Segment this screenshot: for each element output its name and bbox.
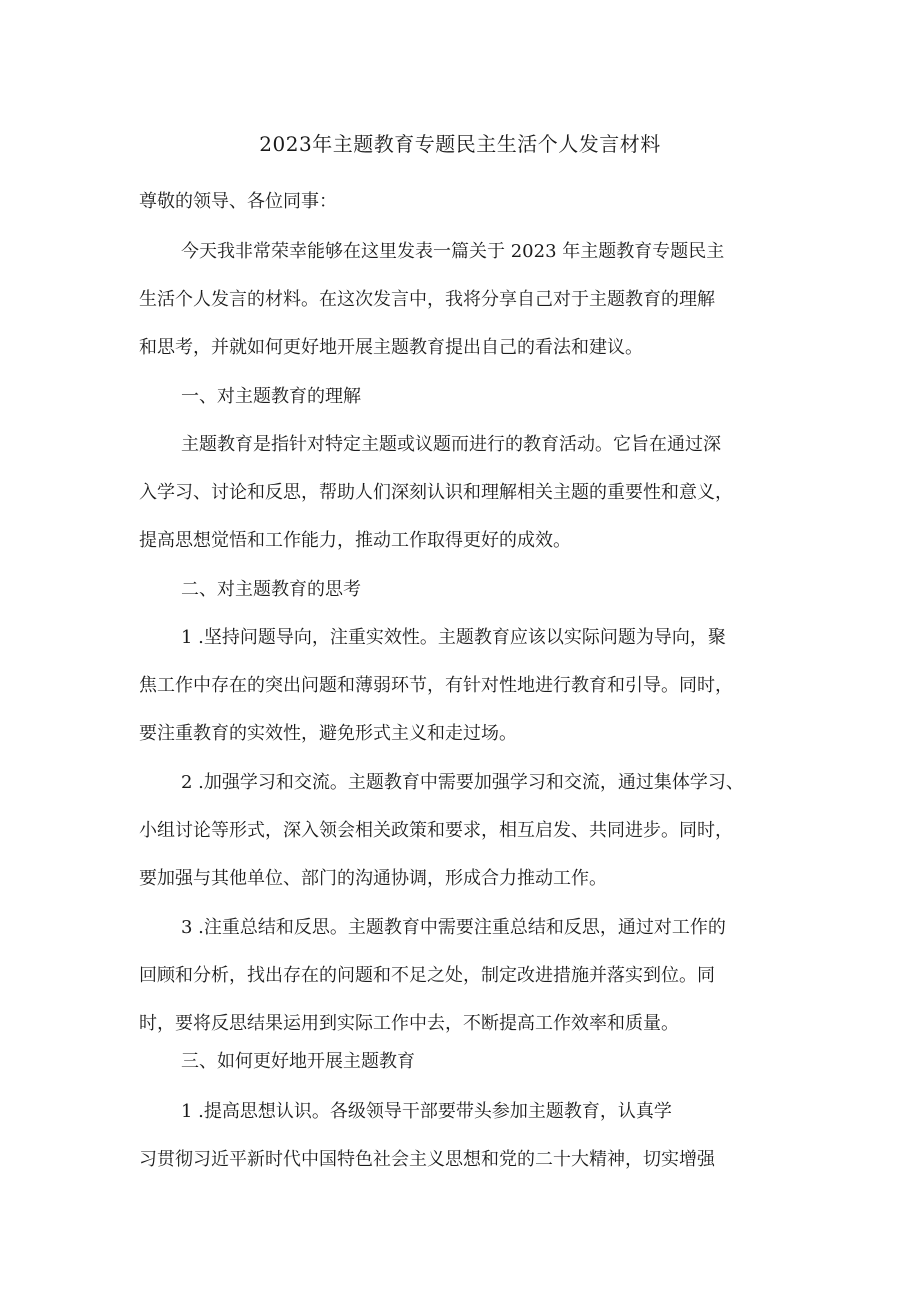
document-title: 2023年主题教育专题民主生活个人发言材料 bbox=[259, 132, 661, 156]
paragraph-line: 时，要将反思结果运用到实际工作中去，不断提高工作效率和质量。 bbox=[139, 1013, 679, 1034]
section-heading-3: 三、如何更好地开展主题教育 bbox=[181, 1051, 415, 1072]
intro-line: 今天我非常荣幸能够在这里发表一篇关于 2023 年主题教育专题民主 bbox=[181, 241, 725, 262]
section-heading-2: 二、对主题教育的思考 bbox=[181, 579, 361, 600]
paragraph-line: 1 .提高思想认识。各级领导干部要带头参加主题教育，认真学 bbox=[181, 1101, 672, 1122]
paragraph-line: 要注重教育的实效性，避免形式主义和走过场。 bbox=[139, 723, 517, 744]
greeting: 尊敬的领导、各位同事： bbox=[139, 191, 337, 212]
paragraph-line: 要加强与其他单位、部门的沟通协调，形成合力推动工作。 bbox=[139, 868, 607, 889]
paragraph-line: 提高思想觉悟和工作能力，推动工作取得更好的成效。 bbox=[139, 530, 571, 551]
intro-line: 和思考，并就如何更好地开展主题教育提出自己的看法和建议。 bbox=[139, 337, 643, 358]
paragraph-line: 3 .注重总结和反思。主题教育中需要注重总结和反思，通过对工作的 bbox=[181, 917, 726, 938]
paragraph-line: 1 .坚持问题导向，注重实效性。主题教育应该以实际问题为导向，聚 bbox=[181, 627, 726, 648]
paragraph-line: 入学习、讨论和反思，帮助人们深刻认识和理解相关主题的重要性和意义， bbox=[139, 482, 733, 503]
paragraph-line: 习贯彻习近平新时代中国特色社会主义思想和党的二十大精神，切实增强 bbox=[139, 1149, 715, 1170]
paragraph-line: 小组讨论等形式，深入领会相关政策和要求，相互启发、共同进步。同时， bbox=[139, 820, 733, 841]
paragraph-line: 主题教育是指针对特定主题或议题而进行的教育活动。它旨在通过深 bbox=[181, 434, 721, 455]
section-heading-1: 一、对主题教育的理解 bbox=[181, 386, 361, 407]
paragraph-line: 2 .加强学习和交流。主题教育中需要加强学习和交流，通过集体学习、 bbox=[181, 772, 744, 793]
paragraph-line: 回顾和分析，找出存在的问题和不足之处，制定改进措施并落实到位。同 bbox=[139, 965, 715, 986]
paragraph-line: 焦工作中存在的突出问题和薄弱环节，有针对性地进行教育和引导。同时， bbox=[139, 675, 733, 696]
intro-line: 生活个人发言的材料。在这次发言中，我将分享自己对于主题教育的理解 bbox=[139, 289, 715, 310]
